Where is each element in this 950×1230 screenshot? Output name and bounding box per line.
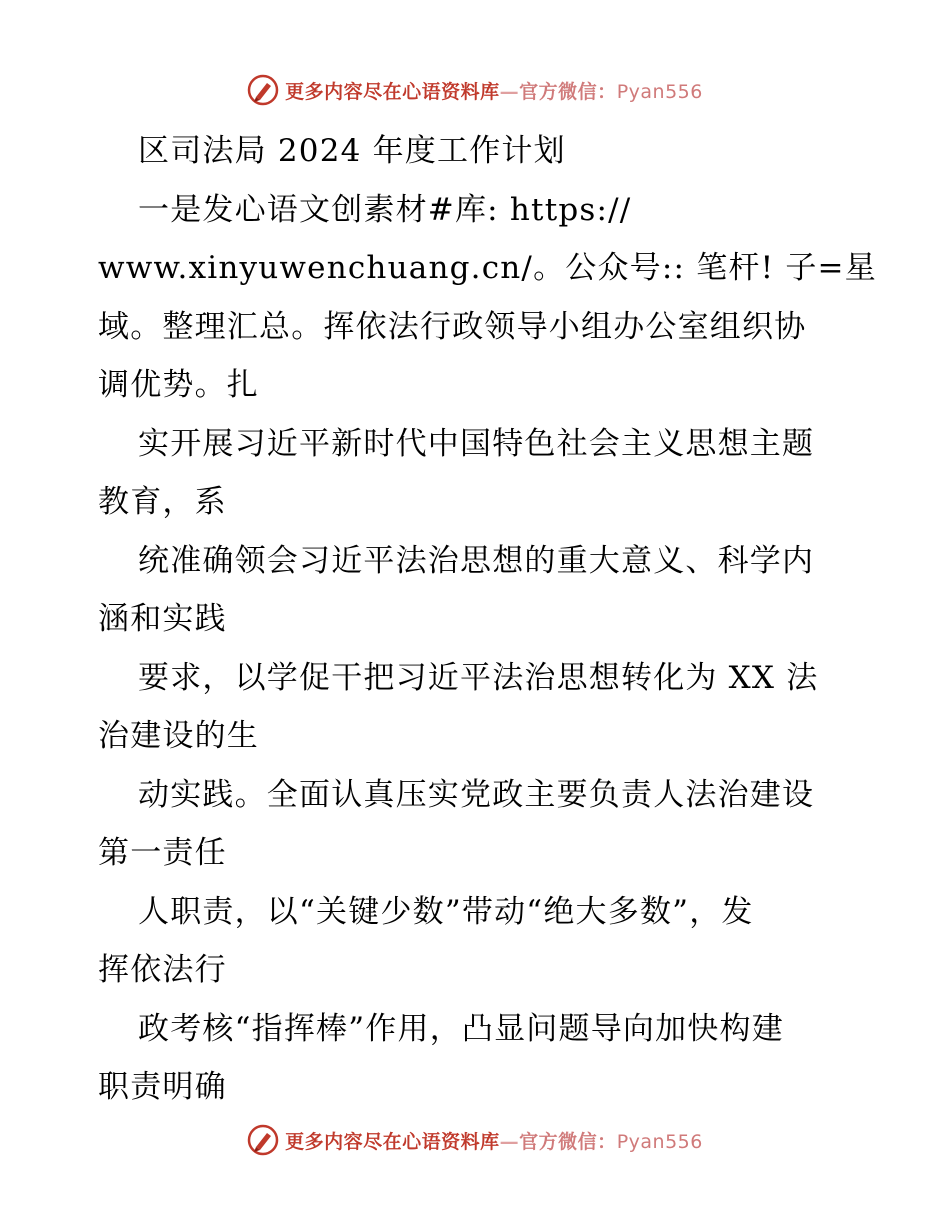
pen-logo-icon	[247, 1124, 279, 1156]
pen-logo-icon	[247, 74, 279, 106]
text-line: 职责明确	[98, 1069, 227, 1105]
text-line: 域。整理汇总。挥依法行政领导小组办公室组织协	[98, 308, 807, 345]
banner-text	[285, 77, 703, 104]
text-line: 第一责任	[98, 835, 227, 871]
banner-wechat-id: Pyan556	[616, 80, 703, 103]
text-line: 要求，以学促干把习近平法治思想转化为 XX 法	[138, 659, 819, 696]
text-line: 教育，系	[98, 484, 227, 520]
banner-text	[285, 1127, 703, 1154]
header-banner	[0, 70, 950, 110]
text-line: 调优势。扎	[98, 367, 259, 403]
text-line: 人职责，以“关键少数”带动“绝大多数”，发	[138, 893, 754, 930]
banner-main-text: 更多内容尽在心语资料库	[285, 1130, 500, 1153]
banner-wechat-label: 官方微信：	[519, 1130, 617, 1153]
text-line: www.xinyuwenchuang.cn/。公众号:: 笔杆! 子=星	[98, 250, 877, 286]
banner-main-text: 更多内容尽在心语资料库	[285, 80, 500, 103]
banner-wechat-label: 官方微信：	[519, 80, 617, 103]
banner-wechat-id: Pyan556	[616, 1130, 703, 1153]
text-line: 政考核“指挥棒”作用，凸显问题导向加快构建	[138, 1010, 784, 1047]
footer-banner	[0, 1120, 950, 1160]
text-line: 统准确领会习近平法治思想的重大意义、科学内	[138, 542, 815, 579]
text-line: 实开展习近平新时代中国特色社会主义思想主题	[138, 425, 815, 462]
text-line: 挥依法行	[98, 952, 227, 988]
banner-dash: —	[499, 80, 520, 103]
text-line: 一是发心语文创素材#库: https://	[138, 191, 632, 228]
document-title: 区司法局 2024 年度工作计划	[138, 133, 566, 169]
text-line: 动实践。全面认真压实党政主要负责人法治建设	[138, 776, 815, 813]
document-body	[98, 122, 877, 1117]
text-line: 涵和实践	[98, 601, 227, 637]
text-line: 治建设的生	[98, 718, 259, 754]
banner-dash: —	[499, 1130, 520, 1153]
